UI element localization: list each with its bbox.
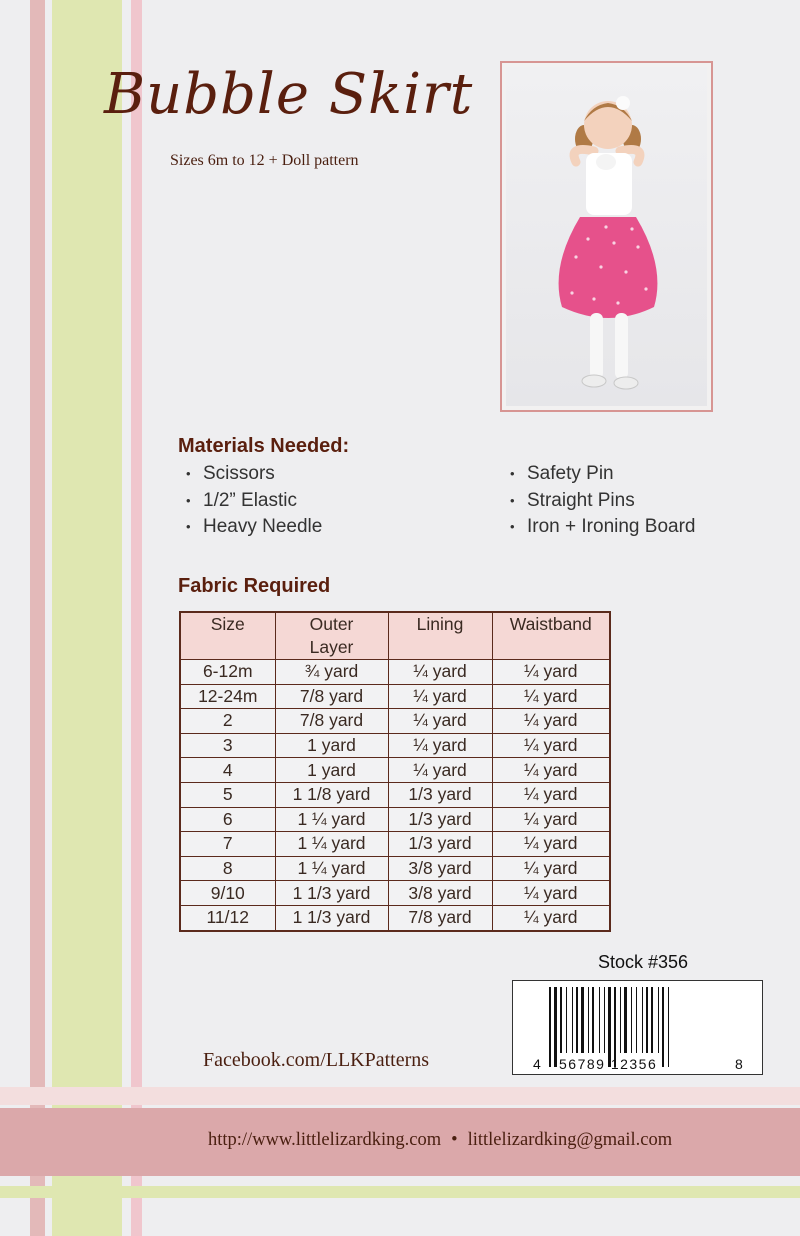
table-cell: 1 yard <box>275 733 388 758</box>
materials-list-left <box>186 461 322 541</box>
list-item: • Scissors <box>186 463 275 484</box>
table-cell: 1 1/3 yard <box>275 905 388 930</box>
table-row <box>180 684 610 709</box>
barcode-digit-left: 4 <box>533 1056 543 1072</box>
page-subtitle: Sizes 6m to 12 + Doll pattern <box>170 152 359 169</box>
table-cell: ¼ yard <box>388 758 492 783</box>
barcode-bar <box>642 987 643 1053</box>
list-item: • Straight Pins <box>510 489 635 511</box>
table-cell: 1 ¼ yard <box>275 856 388 881</box>
list-item: • Iron + Ironing Board <box>510 516 696 538</box>
materials-list-right <box>510 461 695 541</box>
barcode-bar <box>631 987 632 1053</box>
table-cell: ¼ yard <box>492 905 610 930</box>
column-header-lining: Lining <box>388 612 492 660</box>
table-cell: ¾ yard <box>275 660 388 685</box>
table-cell: 7 <box>180 832 275 857</box>
list-item: • Heavy Needle <box>186 516 323 538</box>
table-row <box>180 856 610 881</box>
barcode-bar <box>576 987 578 1053</box>
table-row <box>180 733 610 758</box>
table-cell: ¼ yard <box>492 832 610 857</box>
table-cell: 11/12 <box>180 905 275 930</box>
table-cell: ¼ yard <box>492 660 610 685</box>
table-cell: 6-12m <box>180 660 275 685</box>
table-cell: ¼ yard <box>492 733 610 758</box>
table-cell: ¼ yard <box>388 684 492 709</box>
table-cell: 7/8 yard <box>275 709 388 734</box>
table-cell: 1 ¼ yard <box>275 807 388 832</box>
table-cell: 7/8 yard <box>275 684 388 709</box>
table-row <box>180 905 610 930</box>
horizontal-green-stripe <box>0 1186 800 1198</box>
table-cell: 6 <box>180 807 275 832</box>
table-cell: 3/8 yard <box>388 881 492 906</box>
barcode-bar <box>624 987 627 1053</box>
table-cell: 1/3 yard <box>388 832 492 857</box>
table-cell: 1 yard <box>275 758 388 783</box>
barcode-bar <box>662 987 664 1067</box>
vertical-green-stripe <box>52 0 122 1236</box>
table-cell: ¼ yard <box>492 782 610 807</box>
barcode-bar <box>614 987 616 1067</box>
column-header-waistband: Waistband <box>492 612 610 660</box>
table-cell: 5 <box>180 782 275 807</box>
table-row <box>180 709 610 734</box>
column-header-outer-layer: Outer Layer <box>275 612 388 660</box>
table-row <box>180 758 610 783</box>
table-cell: ¼ yard <box>492 856 610 881</box>
barcode-bar <box>554 987 557 1067</box>
vertical-pink-stripe <box>30 0 45 1236</box>
fabric-heading: Fabric Required <box>178 575 331 597</box>
table-row <box>180 782 610 807</box>
barcode-bar <box>658 987 659 1053</box>
table-cell: 12-24m <box>180 684 275 709</box>
table-cell: 2 <box>180 709 275 734</box>
column-header-size: Size <box>180 612 275 660</box>
barcode-bar <box>588 987 589 1053</box>
barcode-bar <box>620 987 621 1053</box>
table-cell: 1/3 yard <box>388 782 492 807</box>
barcode-bar <box>549 987 551 1067</box>
barcode <box>512 980 763 1075</box>
table-row <box>180 807 610 832</box>
barcode-digit-right: 8 <box>735 1056 745 1072</box>
table-cell: ¼ yard <box>388 660 492 685</box>
table-cell: 4 <box>180 758 275 783</box>
table-cell: 1 ¼ yard <box>275 832 388 857</box>
table-cell: ¼ yard <box>388 709 492 734</box>
table-cell: ¼ yard <box>388 733 492 758</box>
table-row <box>180 881 610 906</box>
barcode-bar <box>604 987 605 1053</box>
barcode-bar <box>566 987 567 1053</box>
barcode-bar <box>651 987 653 1053</box>
table-cell: ¼ yard <box>492 684 610 709</box>
photo-icon <box>506 67 707 406</box>
barcode-bar <box>636 987 637 1053</box>
table-cell: ¼ yard <box>492 758 610 783</box>
table-header-row <box>180 612 610 660</box>
barcode-bar <box>608 987 611 1067</box>
barcode-digits: 56789 12356 <box>559 1056 658 1072</box>
table-cell: 8 <box>180 856 275 881</box>
barcode-bar <box>599 987 600 1053</box>
barcode-bar <box>581 987 584 1053</box>
barcode-bar <box>646 987 648 1053</box>
table-cell: 9/10 <box>180 881 275 906</box>
table-cell: ¼ yard <box>492 807 610 832</box>
table-cell: 1 1/8 yard <box>275 782 388 807</box>
facebook-link[interactable]: Facebook.com/LLKPatterns <box>203 1049 430 1071</box>
table-cell: 1/3 yard <box>388 807 492 832</box>
contact-line <box>208 1130 672 1151</box>
stock-number: Stock #356 <box>598 952 689 972</box>
table-cell: 3 <box>180 733 275 758</box>
table-cell: 3/8 yard <box>388 856 492 881</box>
horizontal-light-stripe <box>0 1087 800 1105</box>
barcode-bar <box>560 987 562 1053</box>
fabric-table <box>179 611 611 932</box>
barcode-bar <box>572 987 573 1053</box>
table-row <box>180 832 610 857</box>
barcode-bar <box>592 987 594 1053</box>
table-row <box>180 660 610 685</box>
page-title: Bubble Skirt <box>104 62 474 127</box>
table-cell: ¼ yard <box>492 881 610 906</box>
separator-dot: • <box>451 1130 458 1150</box>
list-item: • 1/2” Elastic <box>186 489 297 511</box>
list-item: • Safety Pin <box>510 463 614 484</box>
barcode-bar <box>668 987 669 1067</box>
photo-frame <box>500 61 713 412</box>
product-photo <box>506 67 707 406</box>
table-cell: ¼ yard <box>492 709 610 734</box>
table-cell: 7/8 yard <box>388 905 492 930</box>
materials-heading: Materials Needed: <box>178 435 350 457</box>
website-link[interactable]: http://www.littlelizardking.com <box>208 1130 442 1150</box>
email-link[interactable]: littlelizardking@gmail.com <box>467 1130 673 1150</box>
vertical-light-pink-stripe <box>131 0 142 1236</box>
table-cell: 1 1/3 yard <box>275 881 388 906</box>
